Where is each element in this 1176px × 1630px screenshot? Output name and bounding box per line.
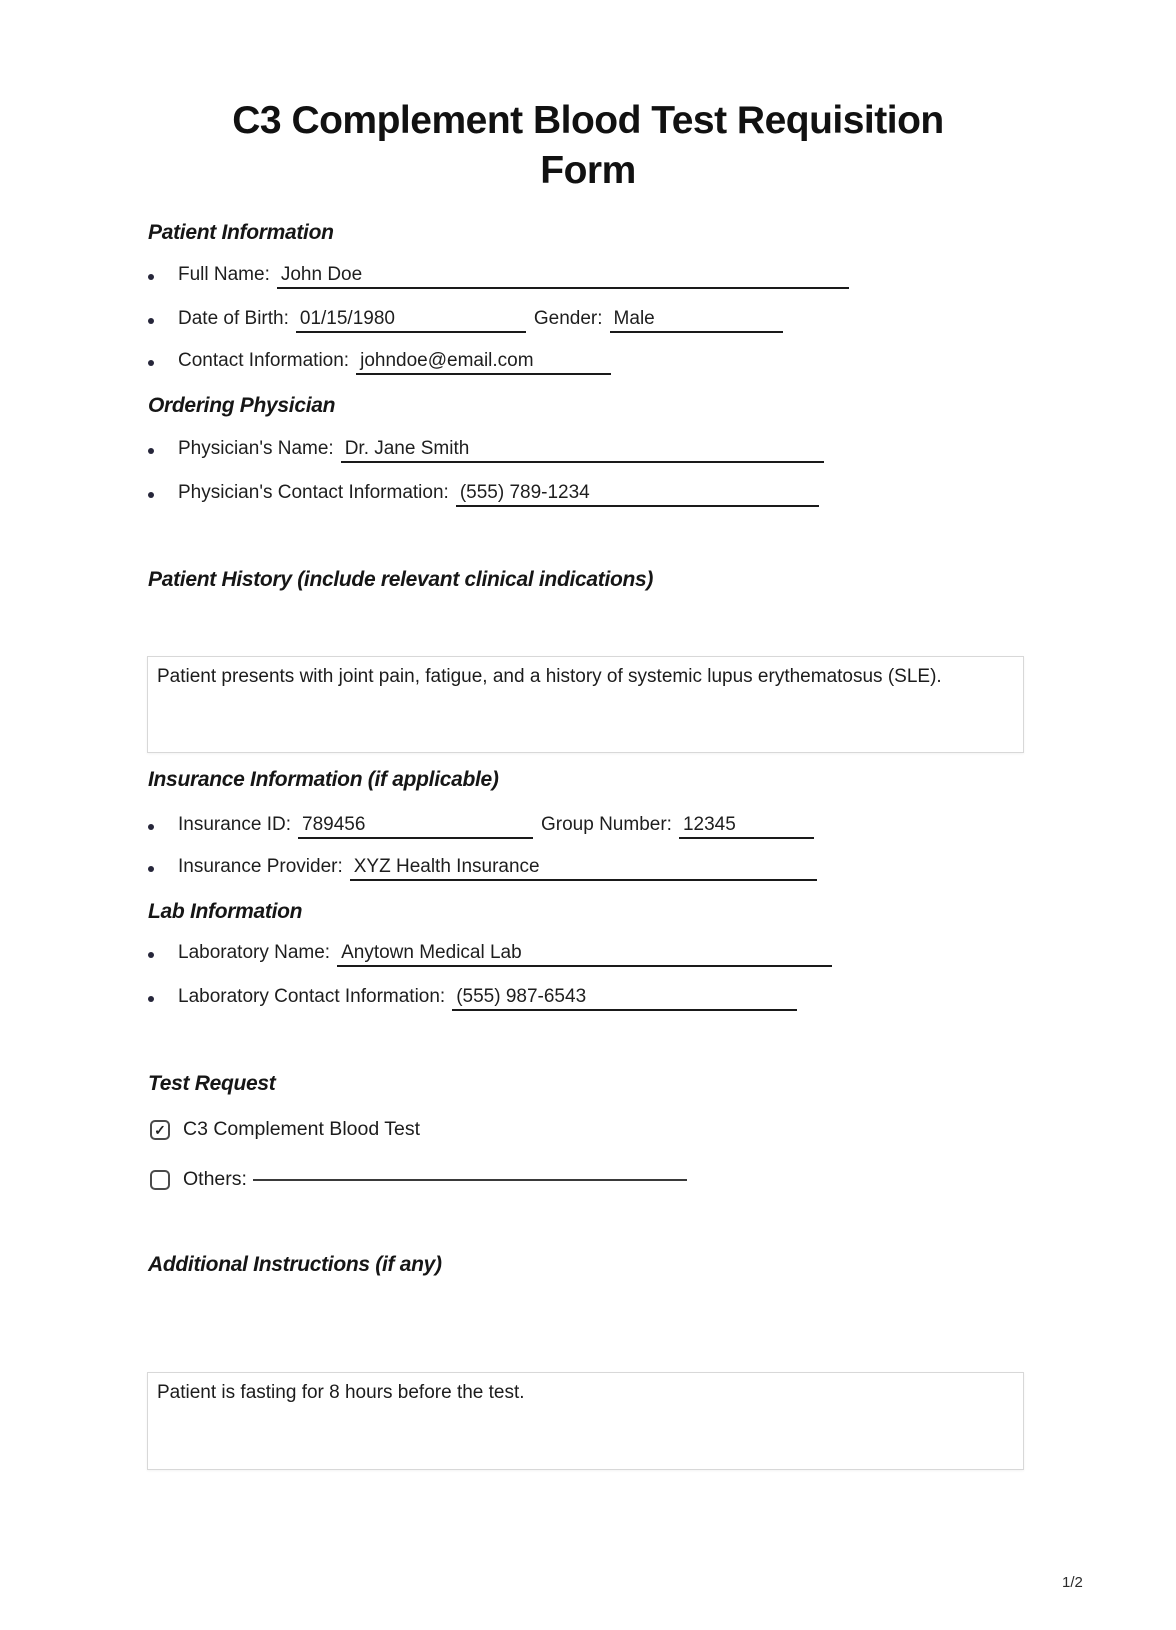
page-title-line2: Form	[540, 149, 636, 192]
additional-instructions-textarea[interactable]: Patient is fasting for 8 hours before the test.	[147, 1372, 1024, 1470]
section-heading-ordering-physician: Ordering Physician	[148, 394, 336, 417]
laboratory-contact-field[interactable]: (555) 987-6543	[452, 986, 797, 1011]
section-heading-patient-information: Patient Information	[148, 221, 334, 244]
physician-name-field[interactable]: Dr. Jane Smith	[341, 438, 824, 463]
section-heading-patient-history: Patient History (include relevant clinical indications)	[148, 568, 654, 591]
page-title	[0, 96, 1176, 196]
page-title-line1: C3 Complement Blood Test Requisition	[232, 99, 944, 142]
group-number-field[interactable]: 12345	[679, 814, 814, 839]
page-number: 1/2	[1062, 1574, 1083, 1591]
c3-test-label: C3 Complement Blood Test	[183, 1118, 421, 1140]
physician-name-row	[148, 438, 824, 463]
full-name-label: Full Name:	[178, 264, 270, 285]
bullet-icon	[148, 274, 154, 280]
physician-contact-label: Physician's Contact Information:	[178, 482, 449, 503]
laboratory-name-field[interactable]: Anytown Medical Lab	[337, 942, 832, 967]
physician-contact-field[interactable]: (555) 789-1234	[456, 482, 819, 507]
dob-gender-row	[148, 308, 783, 333]
insurance-id-field[interactable]: 789456	[298, 814, 533, 839]
gender-field[interactable]: Male	[610, 308, 783, 333]
bullet-icon	[148, 318, 154, 324]
section-heading-lab-information: Lab Information	[148, 900, 303, 923]
contact-information-row	[148, 350, 611, 375]
bullet-icon	[148, 492, 154, 498]
others-checkbox[interactable]	[150, 1170, 170, 1190]
bullet-icon	[148, 824, 154, 830]
insurance-id-row	[148, 814, 814, 839]
others-field[interactable]	[253, 1178, 687, 1181]
bullet-icon	[148, 866, 154, 872]
laboratory-name-label: Laboratory Name:	[178, 942, 331, 963]
section-heading-additional-instructions: Additional Instructions (if any)	[148, 1253, 442, 1276]
date-of-birth-label: Date of Birth:	[178, 308, 289, 329]
laboratory-name-row	[148, 942, 832, 967]
bullet-icon	[148, 360, 154, 366]
laboratory-contact-label: Laboratory Contact Information:	[178, 986, 446, 1007]
insurance-provider-label: Insurance Provider:	[178, 856, 343, 877]
contact-information-field[interactable]: johndoe@email.com	[356, 350, 611, 375]
full-name-field[interactable]: John Doe	[277, 264, 849, 289]
section-heading-insurance-information: Insurance Information (if applicable)	[148, 768, 499, 791]
gender-label: Gender:	[533, 308, 603, 329]
c3-test-checkbox[interactable]	[150, 1120, 170, 1140]
bullet-icon	[148, 952, 154, 958]
bullet-icon	[148, 996, 154, 1002]
contact-information-label: Contact Information:	[178, 350, 350, 371]
laboratory-contact-row	[148, 986, 797, 1011]
patient-history-textarea[interactable]: Patient presents with joint pain, fatigue, and a history of systemic lupus erythematosus (SLE).	[147, 656, 1024, 753]
section-heading-test-request: Test Request	[148, 1072, 276, 1095]
insurance-id-label: Insurance ID:	[178, 814, 291, 835]
group-number-label: Group Number:	[541, 814, 672, 835]
others-label: Others:	[183, 1168, 247, 1190]
date-of-birth-field[interactable]: 01/15/1980	[296, 308, 526, 333]
others-row	[150, 1168, 687, 1191]
bullet-icon	[148, 448, 154, 454]
physician-name-label: Physician's Name:	[178, 438, 334, 459]
c3-test-row	[150, 1118, 420, 1141]
insurance-provider-field[interactable]: XYZ Health Insurance	[350, 856, 817, 881]
insurance-provider-row	[148, 856, 817, 881]
check-icon: ✓	[154, 1121, 166, 1138]
full-name-row	[148, 264, 849, 289]
physician-contact-row	[148, 482, 819, 507]
